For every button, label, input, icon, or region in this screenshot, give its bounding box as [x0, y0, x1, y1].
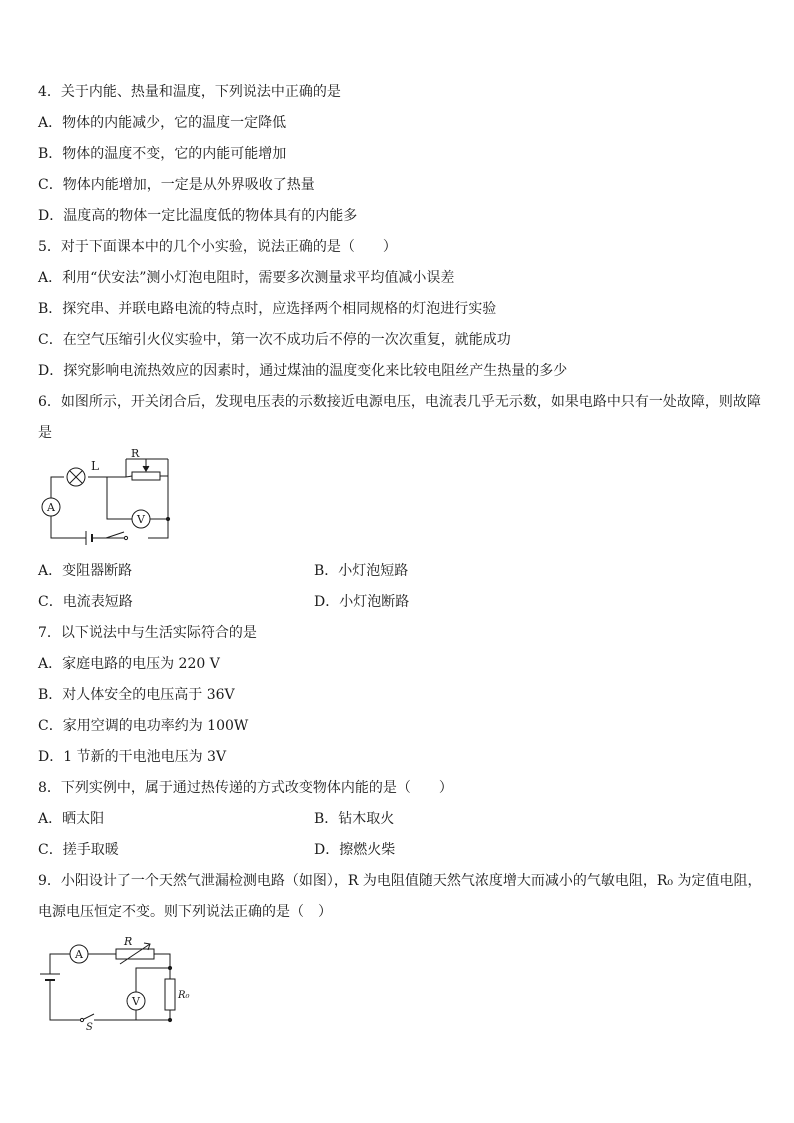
q7-option-b: B．对人体安全的电压高于 36V — [38, 687, 235, 703]
q6-rheostat-label: R — [131, 447, 140, 460]
q4-option-c: C．物体内能增加，一定是从外界吸收了热量 — [38, 177, 315, 193]
q8-option-a: A．晒太阳 — [38, 811, 105, 827]
q6-wire-right — [148, 459, 168, 538]
q9-circuit-diagram — [38, 934, 198, 1033]
q8-option-b: B．钻木取火 — [314, 811, 395, 827]
q7-option-c: C．家用空调的电功率约为 100W — [38, 718, 249, 734]
q6-switch — [106, 532, 124, 538]
q7-option-a: A．家庭电路的电压为 220 V — [38, 656, 220, 672]
q6-option-c: C．电流表短路 — [38, 594, 133, 610]
q6-wire-voltmeter — [107, 477, 132, 519]
q4-option-b: B．物体的温度不变，它的内能可能增加 — [38, 146, 287, 162]
q6-wire-left-bottom — [51, 515, 86, 538]
q8-option-d: D．擦燃火柴 — [314, 842, 396, 858]
q6-option-a: A．变阻器断路 — [38, 563, 133, 579]
q5-option-a: A．利用“伏安法”测小灯泡电阻时，需要多次测量求平均值减小误差 — [38, 270, 455, 286]
q4-stem: 4．关于内能、热量和温度，下列说法中正确的是 — [38, 84, 341, 100]
q6-circuit-diagram — [36, 447, 176, 552]
q9-switch-label: S — [86, 1022, 93, 1033]
q6-voltmeter-label: V — [137, 513, 145, 526]
q5-stem: 5．对于下面课本中的几个小实验，说法正确的是（ ） — [38, 239, 397, 255]
q8-option-c: C．搓手取暖 — [38, 842, 119, 858]
q6-ammeter-label: A — [47, 501, 55, 514]
q6-lamp-label: L — [91, 459, 99, 473]
q5-option-d: D．探究影响电流热效应的因素时，通过煤油的温度变化来比较电阻丝产生热量的多少 — [38, 363, 568, 379]
q6-option-b: B．小灯泡短路 — [314, 563, 409, 579]
q8-stem: 8．下列实例中，属于通过热传递的方式改变物体内能的是（ ） — [38, 780, 453, 796]
q7-option-d: D．1 节新的干电池电压为 3V — [38, 749, 227, 765]
q4-option-a: A．物体的内能减少，它的温度一定降低 — [38, 115, 287, 131]
q9-ammeter-label: A — [75, 948, 83, 961]
q6-option-d: D．小灯泡断路 — [314, 594, 410, 610]
q9-fixed-label: R₀ — [178, 990, 190, 1001]
q6-stem: 6．如图所示，开关闭合后，发现电压表的示数接近电源电压，电流表几乎无示数，如果电路中只有一处故障，则故障是 — [38, 394, 761, 441]
q9-fixed-resistor — [165, 979, 175, 1010]
q9-voltmeter-label: V — [132, 995, 140, 1008]
q4-option-d: D．温度高的物体一定比温度低的物体具有的内能多 — [38, 208, 358, 224]
q7-stem: 7．以下说法中与生活实际符合的是 — [38, 625, 257, 641]
q9-stem: 9．小阳设计了一个天然气泄漏检测电路（如图），R 为电阻值随天然气浓度增大而减小的气敏电阻，R₀ 为定值电阻，电源电压恒定不变。则下列说法正确的是（ ） — [38, 873, 762, 920]
q6-rheostat — [132, 472, 160, 480]
q5-option-b: B．探究串、并联电路电流的特点时，应选择两个相同规格的灯泡进行实验 — [38, 301, 497, 317]
q5-option-c: C．在空气压缩引火仪实验中，第一次不成功后不停的一次次重复，就能成功 — [38, 332, 511, 348]
q9-sensor-label: R — [124, 935, 133, 948]
